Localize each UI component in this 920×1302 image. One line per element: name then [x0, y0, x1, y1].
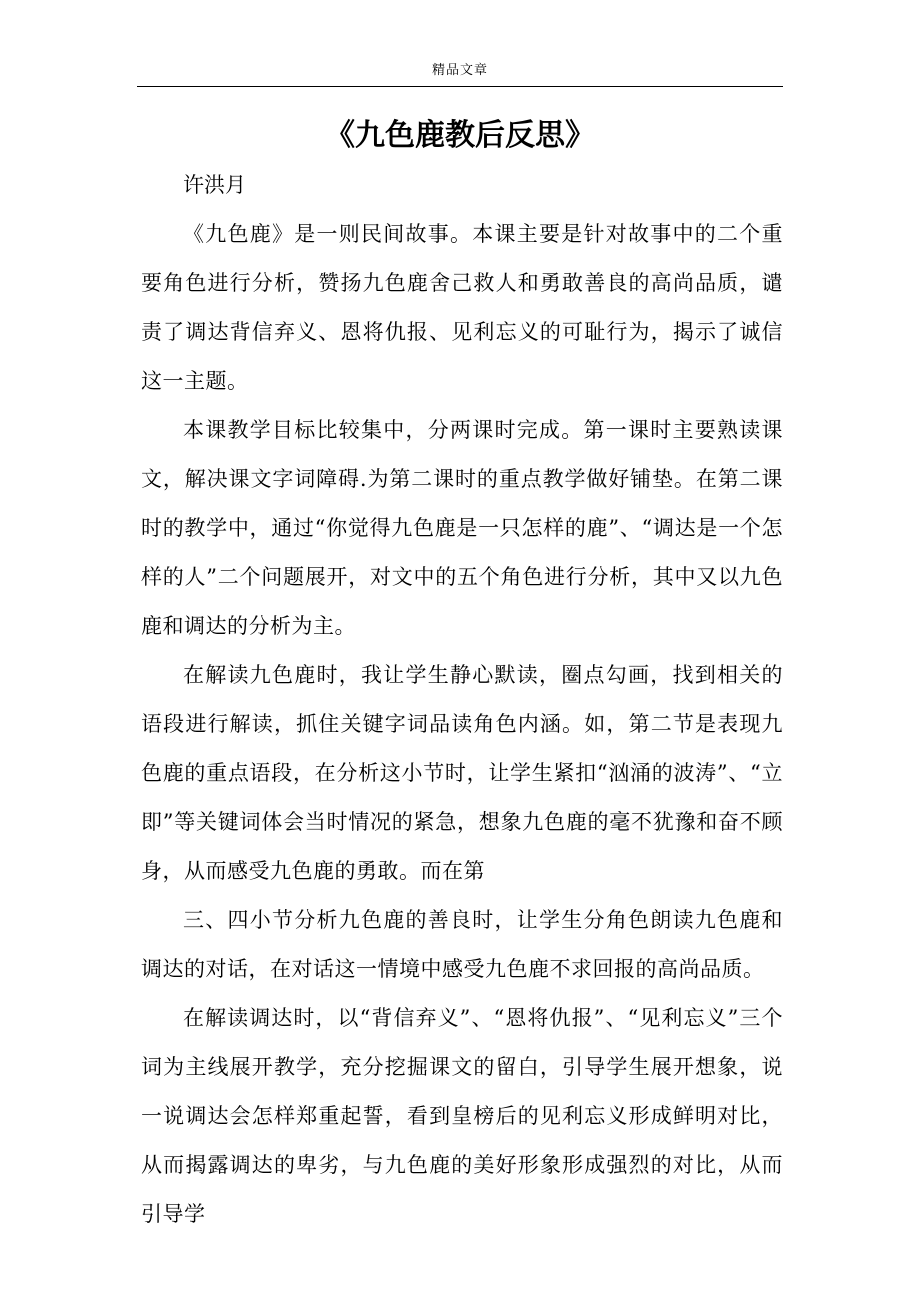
paragraph: 在解读调达时，以“背信弃义”、“恩将仇报”、“见利忘义”三个词为主线展开教学，充分挖掘课文的留白，引导学生展开想象，说一说调达会怎样郑重起誓，看到皇榜后的见利忘义形成鲜明对比，从而揭露调达的卑劣，与九色鹿的美好形象形成强烈的对比，从而引导学 — [141, 1006, 783, 1226]
document-body — [141, 210, 783, 1239]
paragraph: 本课教学目标比较集中，分两课时完成。第一课时主要熟读课文，解决课文字词障碍.为第二课时的重点教学做好铺垫。在第二课时的教学中，通过“你觉得九色鹿是一只怎样的鹿”、“调达是一个怎样的人”二个问题展开，对文中的五个角色进行分析，其中又以九色鹿和调达的分析为主。 — [141, 418, 783, 638]
page-header — [137, 60, 783, 87]
document-title: 《九色鹿教后反思》 — [325, 118, 595, 153]
document-author: 许洪月 — [183, 173, 246, 197]
header-label: 精品文章 — [431, 63, 488, 78]
paragraph: 《九色鹿》是一则民间故事。本课主要是针对故事中的二个重要角色进行分析，赞扬九色鹿舍己救人和勇敢善良的高尚品质，谴责了调达背信弃义、恩将仇报、见利忘义的可耻行为，揭示了诚信这一主题。 — [141, 222, 783, 393]
paragraph: 在解读九色鹿时，我让学生静心默读，圈点勾画，找到相关的语段进行解读，抓住关键字词品读角色内涵。如，第二节是表现九色鹿的重点语段，在分析这小节时，让学生紧扣“汹涌的波涛”、“立即”等关键词体会当时情况的紧急，想象九色鹿的毫不犹豫和奋不顾身，从而感受九色鹿的勇敢。而在第 — [141, 663, 783, 883]
paragraph: 三、四小节分析九色鹿的善良时，让学生分角色朗读九色鹿和调达的对话，在对话这一情境中感受九色鹿不求回报的高尚品质。 — [141, 908, 783, 981]
